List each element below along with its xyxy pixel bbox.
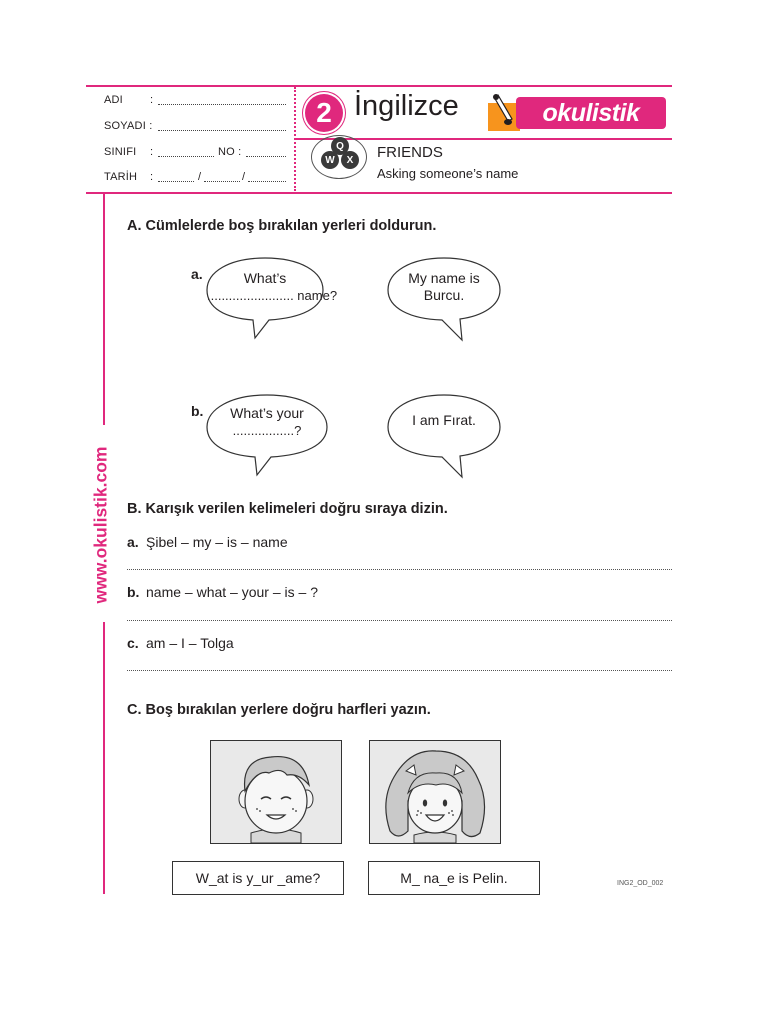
qwx-circle-w: W (321, 151, 339, 169)
grade-badge (305, 94, 343, 132)
date-label: TARİH (104, 171, 138, 183)
class-colon: : (150, 146, 154, 158)
qwx-circle-x: X (341, 151, 359, 169)
section-b-item-a-label: a. (127, 534, 139, 550)
date-colon: : (150, 171, 154, 183)
section-b-item-b-words: name – what – your – is – ? (146, 584, 318, 600)
date-day-field[interactable] (158, 181, 194, 182)
section-a-item-a-label: a. (191, 266, 203, 282)
bubble-b-question-line1: What’s your (230, 405, 304, 421)
class-field[interactable] (158, 156, 214, 157)
section-b-item-b-label: b. (127, 584, 140, 600)
caption-girl[interactable] (368, 861, 540, 895)
section-a-title: A. Cümlelerde boş bırakılan yerleri doldurun. (127, 218, 437, 234)
date-sep-2: / (242, 171, 246, 183)
name-label: ADI (104, 94, 123, 106)
section-b-answer-line-c[interactable] (127, 670, 672, 671)
section-b-item-c-words: am – I – Tolga (146, 635, 234, 651)
name-colon: : (150, 94, 154, 106)
caption-boy-text: W_at is y_ur _ame? (195, 870, 321, 886)
section-c-title: C. Boş bırakılan yerlere doğru harfleri yazın. (127, 702, 431, 718)
date-sep-1: / (198, 171, 202, 183)
header-top-rule (86, 85, 672, 87)
unit-title: FRIENDS (377, 144, 443, 161)
grade-number: 2 (316, 97, 332, 128)
no-field[interactable] (246, 156, 286, 157)
section-b-title: B. Karışık verilen kelimeleri doğru sıraya dizin. (127, 501, 448, 517)
caption-girl-text: M_ na_e is Pelin. (400, 870, 508, 886)
boy-picture (210, 740, 342, 844)
side-rule-bottom (103, 622, 105, 894)
bubble-a-answer-line1: My name is (408, 270, 480, 286)
caption-boy[interactable] (172, 861, 344, 895)
brand-logo (486, 91, 666, 133)
surname-field[interactable] (158, 130, 286, 131)
bubble-a-answer-line2: Burcu. (423, 287, 465, 303)
side-website (86, 430, 116, 620)
qwx-ring (311, 135, 367, 179)
bubble-b-answer-line1: I am Fırat. (412, 412, 476, 428)
brand-name: okulistik (542, 98, 640, 127)
section-b-item-c-label: c. (127, 635, 139, 651)
surname-label: SOYADI : (104, 120, 153, 132)
brand-name-box (516, 97, 666, 129)
bubble-b-question-line2[interactable]: .................? (232, 423, 302, 438)
boy-face-icon (211, 741, 341, 843)
speech-bubble-b-answer (386, 393, 502, 479)
girl-picture (369, 740, 501, 844)
subject-title: İngilizce (354, 90, 459, 122)
header-bottom-rule (86, 192, 672, 194)
section-b-item-a-words: Şibel – my – is – name (146, 534, 288, 550)
section-a-item-b-label: b. (191, 403, 204, 419)
qwx-circle-q: Q (331, 137, 349, 155)
section-b-answer-line-a[interactable] (127, 569, 672, 570)
footer-code: ING2_OD_002 (617, 880, 664, 887)
bubble-a-question-line1: What’s (243, 270, 287, 286)
name-field[interactable] (158, 104, 286, 105)
date-month-field[interactable] (204, 181, 240, 182)
girl-face-icon (370, 741, 500, 843)
section-b-answer-line-b[interactable] (127, 620, 672, 621)
class-label: SINIFI (104, 146, 137, 158)
unit-subtitle: Asking someone’s name (377, 166, 519, 181)
qwx-logo (311, 137, 369, 181)
side-website-text: www.okulistik.com (90, 446, 111, 604)
header-dotted-divider (294, 87, 296, 191)
no-label: NO : (218, 146, 242, 158)
date-year-field[interactable] (248, 181, 286, 182)
bubble-a-question-line2[interactable]: ........................ name? (207, 288, 338, 303)
side-rule-top (103, 193, 105, 425)
